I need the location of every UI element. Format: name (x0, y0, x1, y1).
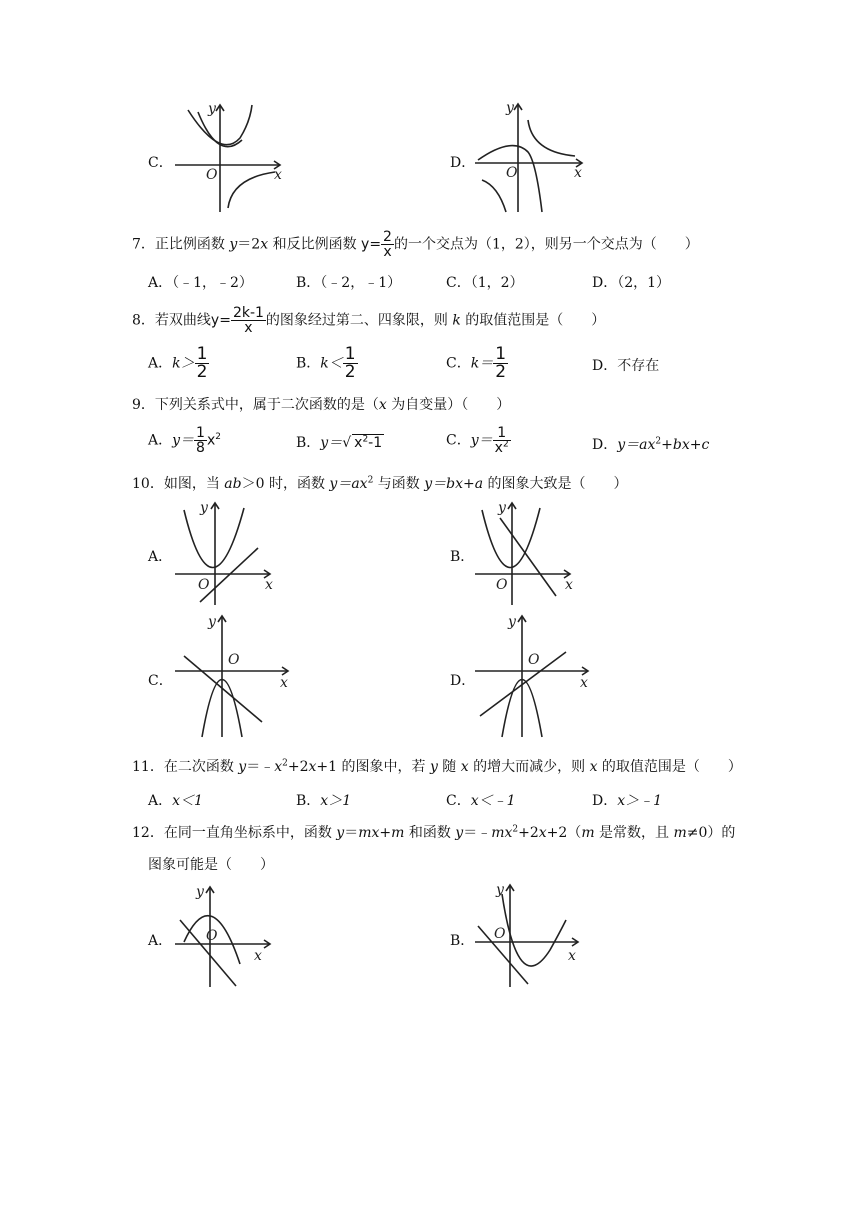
q8-option-c: C．k＝ $\frac{1}{2}$ (446, 344, 507, 382)
q10-option-b-label: B． (450, 549, 475, 565)
q7-option-b: B．（﹣2，﹣1） (296, 275, 402, 291)
svg-text:x: x (254, 948, 262, 964)
q10-graph-c (170, 612, 295, 740)
svg-text:O: O (206, 167, 218, 183)
question-12: 12．在同一直角坐标系中，函数 y＝mx+m 和函数 $y=﹣mx^2+2x+2(m$ 是常数，且 m≠0）的 (132, 824, 736, 841)
q11-option-c: C．x＜﹣1 (446, 793, 516, 809)
svg-text:x: x (565, 577, 573, 593)
question-8: 8．若双曲线y= $\frac{2k-1}{x}$ 的图象经过第二、四象限，则 k 的取值范围是（ ） (132, 305, 606, 336)
svg-text:x: x (265, 577, 273, 593)
q12-graph-b (470, 880, 585, 990)
svg-text:y: y (208, 614, 216, 630)
svg-text:y: y (508, 614, 516, 630)
q7-option-c: C．（1，2） (446, 275, 524, 291)
question-11: 11．在二次函数 $y=﹣x^2+2x+1$ 的图象中，若 y 随 x 的增大而减少，则 x 的取值范围是（ ） (132, 758, 742, 775)
q9-option-a: A．y＝ $\frac{1}{8}$ $x^2$ (148, 425, 221, 456)
q10-graph-a (170, 498, 280, 608)
svg-text:y: y (506, 100, 514, 116)
question-10: 10．如图，当 ab＞0 时，函数 $y=ax^2$ 与函数 y＝bx+a 的图象大致是（ ） (132, 475, 628, 492)
svg-text:O: O (494, 926, 506, 942)
svg-text:O: O (506, 165, 518, 181)
svg-text:x: x (280, 675, 288, 691)
q10-option-c-label: C． (148, 673, 173, 689)
svg-text:x: x (574, 165, 582, 181)
q10-graph-b (470, 498, 580, 608)
q6-graph-d (470, 100, 590, 215)
svg-text:O: O (228, 652, 240, 668)
svg-text:y: y (496, 882, 504, 898)
svg-text:O: O (198, 577, 210, 593)
q7-option-d: D．（2，1） (592, 275, 671, 291)
svg-text:x: x (580, 675, 588, 691)
q12-graph-a (170, 882, 280, 990)
q9-option-c: C．y＝ $\frac{1}{x^2}$ (446, 425, 509, 456)
question-12-line2: 图象可能是（ ） (148, 857, 274, 873)
svg-text:y: y (200, 500, 208, 516)
q10-option-a-label: A． (148, 549, 173, 565)
q12-option-b-label: B． (450, 933, 475, 949)
q11-option-d: D．x＞﹣1 (592, 793, 663, 809)
q11-option-b: B．x＞1 (296, 793, 352, 809)
q12-option-a-label: A． (148, 933, 173, 949)
svg-text:x: x (568, 948, 576, 964)
q10-graph-d (470, 612, 595, 740)
question-7: 7．正比例函数 y＝2x 和反比例函数 y= $\frac{2}{x}$ 的一个交点为（1，2），则另一个交点为（ ） (132, 229, 699, 260)
q7-option-a: A．（﹣1，﹣2） (148, 275, 253, 291)
q8-option-b: B．k＜ $\frac{1}{2}$ (296, 344, 356, 382)
svg-text:y: y (196, 884, 204, 900)
svg-text:y: y (498, 500, 506, 516)
q9-option-d: D．$y=ax^2+bx+c$ (592, 436, 710, 453)
svg-text:y: y (208, 101, 216, 117)
svg-text:O: O (528, 652, 540, 668)
svg-text:x: x (274, 167, 282, 183)
q7-fraction: $\frac{2}{x}$ (383, 229, 392, 260)
question-9: 9．下列关系式中，属于二次函数的是（x 为自变量）（ ） (132, 397, 511, 413)
q8-option-a: A．k＞ $\frac{1}{2}$ (148, 344, 208, 382)
q8-fraction: $\frac{2k-1}{x}$ (232, 305, 264, 336)
q6-option-c-label: C． (148, 155, 173, 171)
q10-option-d-label: D． (450, 673, 476, 689)
svg-text:O: O (496, 577, 508, 593)
q6-option-d-label: D． (450, 155, 476, 171)
q9-option-b: B．y＝√ $x^2-1$ (296, 434, 383, 451)
q11-option-a: A．x＜1 (148, 793, 203, 809)
svg-text:O: O (206, 928, 218, 944)
q8-option-d: D．不存在 (592, 358, 660, 374)
q6-graph-c (170, 100, 290, 215)
